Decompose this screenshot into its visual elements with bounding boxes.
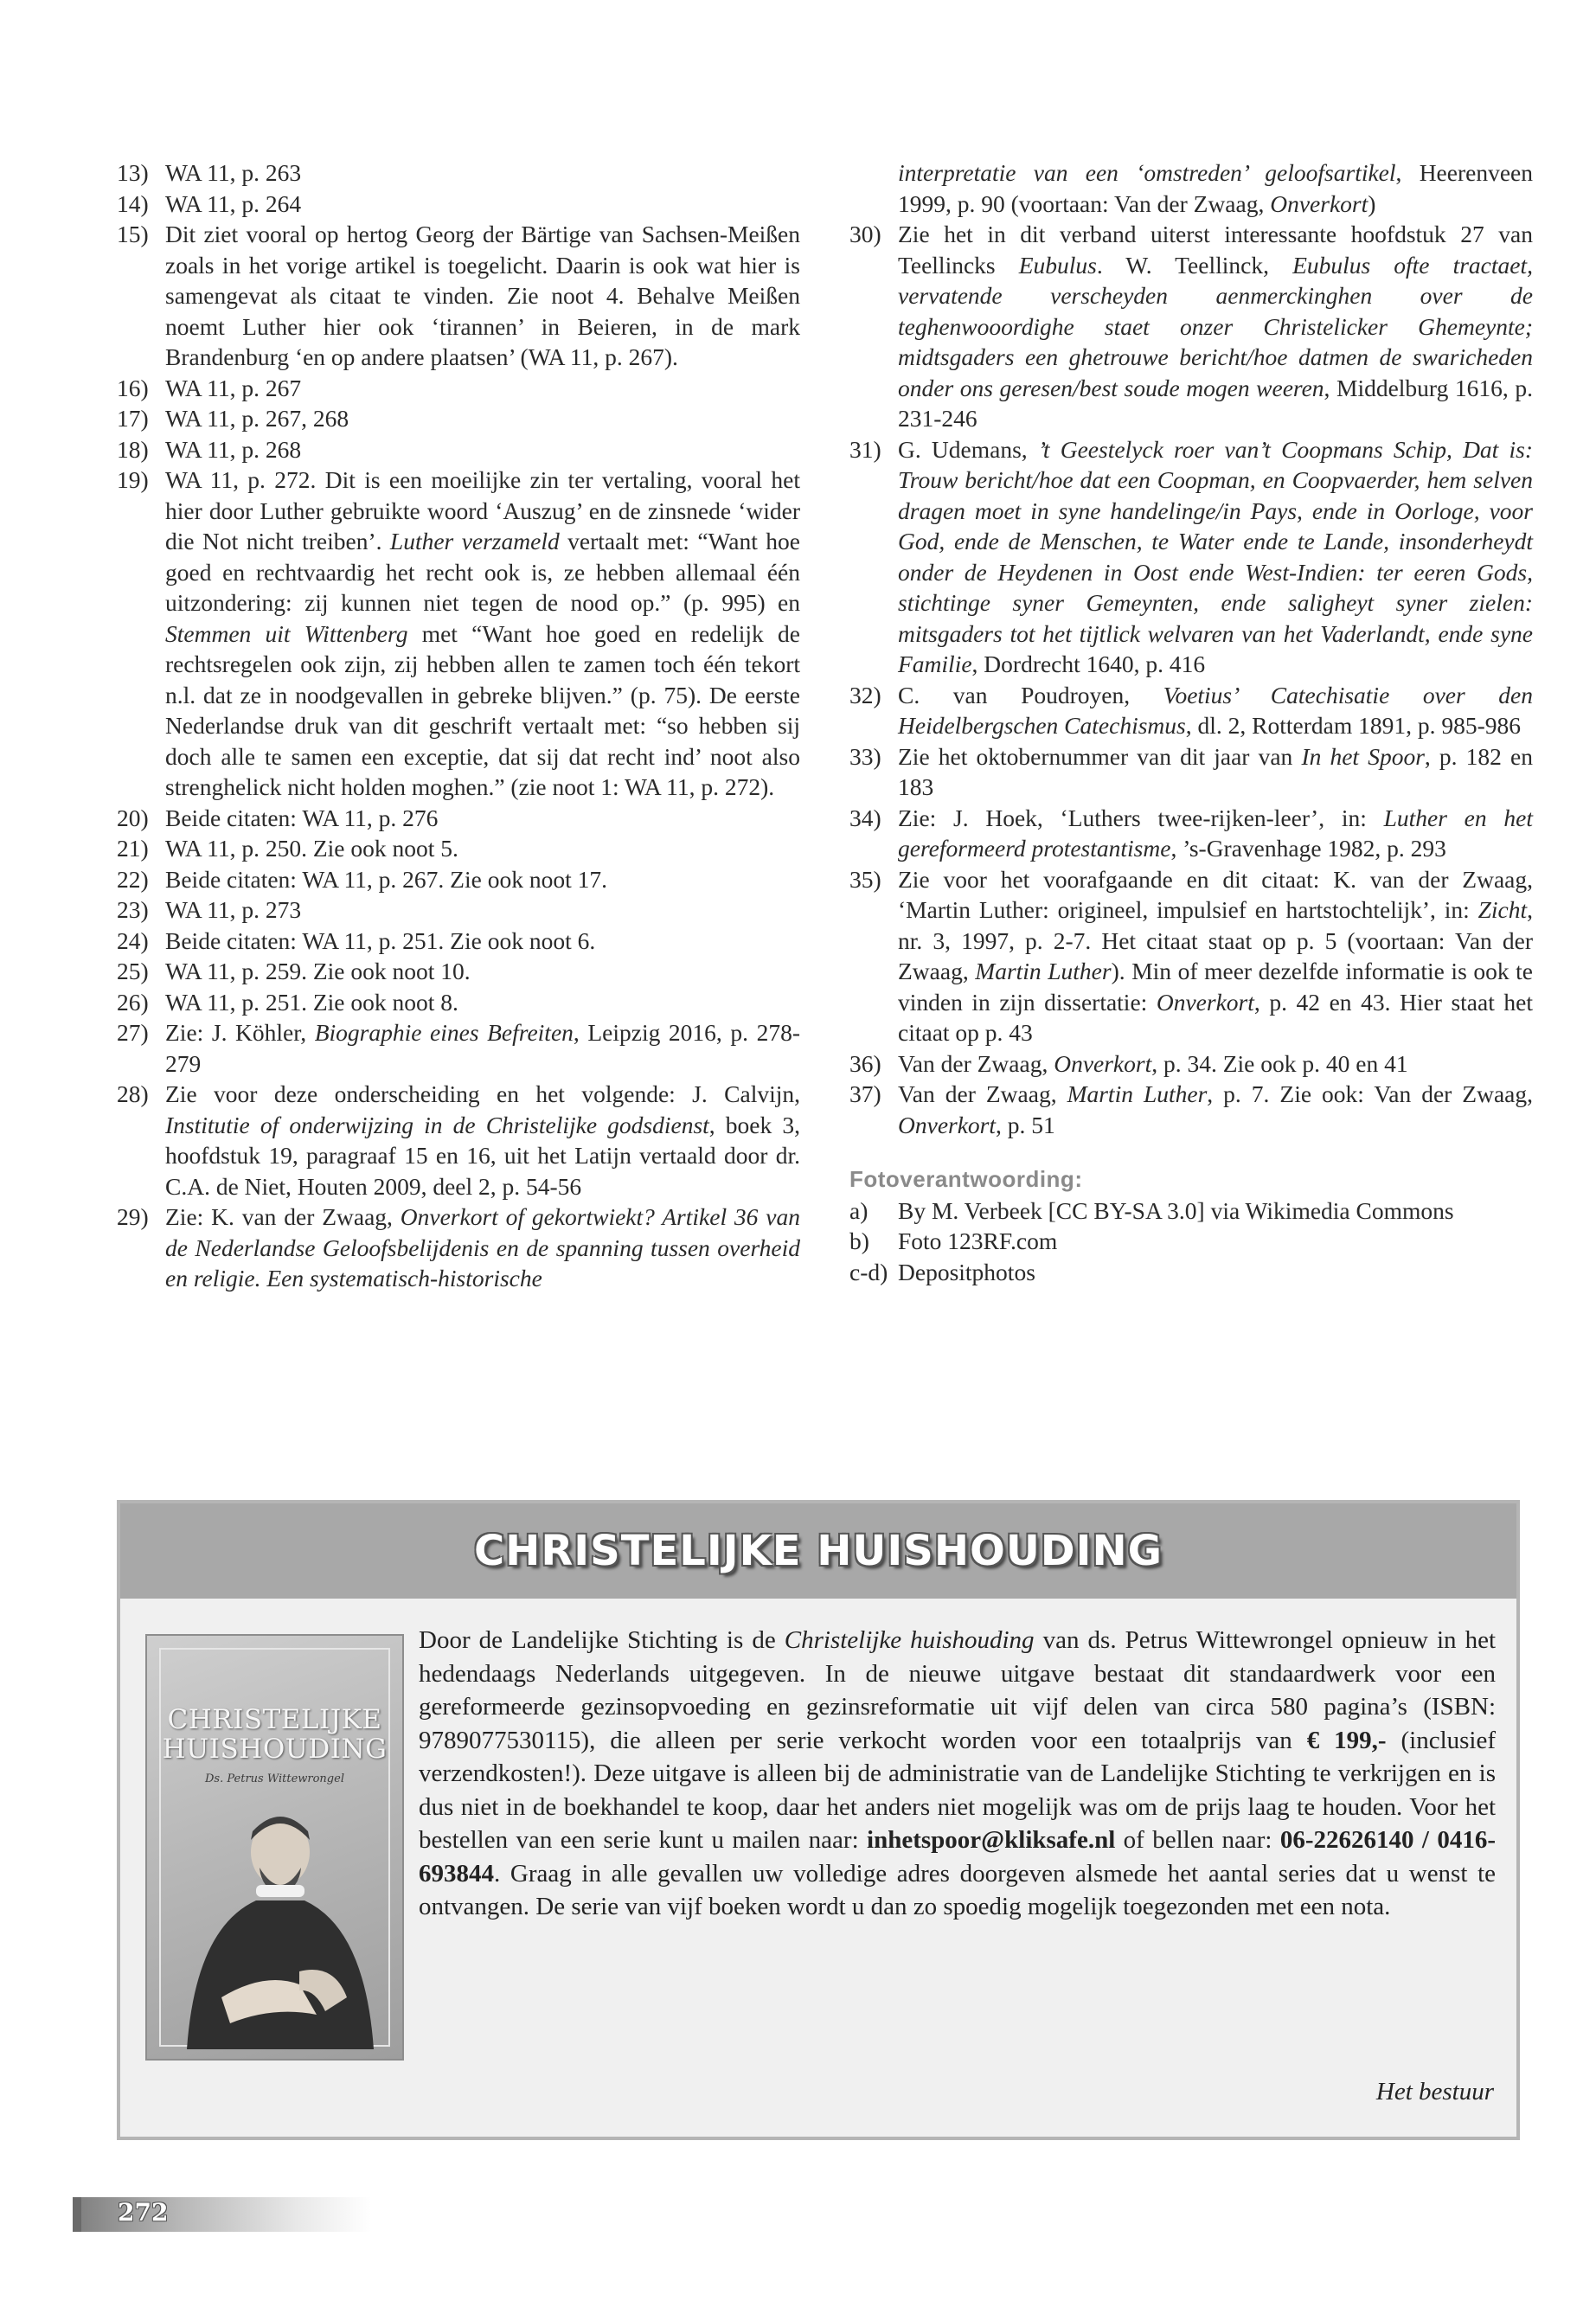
text-run: met “Want hoe goed en redelijk de rechtsregelen ook zijn, zij hebben allen te zamen toch één tekort n.l. dat ze in noodgevallen in gebreke blijven.” (p. 75). De eerste Nederlandse druk van dit geschrift vertaalt met: “so hebben sij doch alle te samen een exceptie, dat sij dat recht ind’ noot also strenghelick nicht holden moghen.” (zie noot 1: WA 11, p. 272). [165,619,800,800]
announcement-text [419,1624,1496,1924]
photo-credit-text: Depositphotos [898,1258,1035,1285]
italic-text: Eubulus ofte tractaet, vervatende verscheyden aenmerckinghen over de teghenwooordighe staet onzer Christelicker Ghemeynte; midtsgaders een ghetrouwe bericht/hoe datmen de swaricheden onder ons geresen/best soude mogen weeren [898,251,1534,401]
footnote-number [849,157,898,219]
footnote [849,864,1533,1048]
footnote-number: 28) [117,1080,149,1107]
footnote-text [165,1017,800,1079]
text-run: , p. 34. Zie ook p. 40 en 41 [1151,1049,1408,1077]
footnote [117,1017,800,1079]
footnote [117,987,800,1018]
italic-text: In het Spoor [1301,742,1425,770]
footnote-text [898,680,1533,741]
footnote-text [165,833,800,864]
footnote-text [898,1048,1533,1080]
italic-text: Luther en het gereformeerd protestantisme [898,804,1533,862]
footnote-text [165,403,800,434]
text-run: , Heerenveen 1999, p. 90 (voortaan: Van der Zwaag, [898,159,1533,217]
footnote-number: 20) [117,804,149,831]
footnote-text [165,1202,800,1294]
book-cover-author: Ds. Petrus Wittewrongel [205,1772,344,1785]
footnote-text [165,864,800,895]
text-run: WA 11, p. 272. Dit is een moeilijke zin ter vertaling, vooral het hier door Luther gebruikte woord ‘Auszug’ en de zinsnede ‘wider die Not nicht treiben’. [165,466,800,554]
text-run: Zie het oktobernummer van dit jaar van [898,742,1302,770]
footnote-text [898,157,1533,219]
footnote-number: 36) [849,1049,881,1077]
page-number: 272 [118,2198,169,2227]
bold-text: 06-22626140 / 0416-693844 [419,1826,1496,1888]
text-run: of bellen naar: [1115,1826,1280,1854]
footnote-text [165,956,800,987]
footnote [117,803,800,834]
footnote [117,465,800,803]
footnote-text [165,1079,800,1202]
text-run: Van der Zwaag, [898,1080,1067,1107]
text-run: ). Min of meer dezelfde informatie is ook te vinden in zijn dissertatie: [898,958,1534,1016]
text-run: , p. 42 en 43. Hier staat het citaat op p. 43 [898,988,1534,1046]
photo-credit-item [849,1257,1533,1288]
footnote [849,741,1533,803]
text-run: , dl. 2, Rotterdam 1891, p. 985-986 [1185,712,1521,739]
footnote-number: 13) [117,159,149,186]
footnote [117,1079,800,1202]
text-run: Van der Zwaag, [898,1049,1054,1077]
footnote [849,1079,1533,1140]
text-run: WA 11, p. 267 [165,374,302,401]
text-run: , p. 51 [996,1111,1055,1138]
text-run: Zie: K. van der Zwaag, [165,1203,401,1230]
footnote [117,894,800,926]
footnote-text [165,189,800,220]
footnotes-right-list [849,157,1533,1140]
photo-credit-label: c-d) [849,1258,888,1285]
footnote-text [898,1079,1533,1140]
book-cover-image [145,1634,404,2061]
text-run: , nr. 3, 1997, p. 2-7. Het citaat staat op p. 5 (voortaan: Van der Zwaag, [898,896,1533,984]
footnotes-left-column [117,157,800,1294]
announcement-signature: Het bestuur [1375,2078,1494,2106]
text-run: , p. 7. Zie ook: Van der Zwaag, [1207,1080,1533,1107]
italic-text: Voetius’ Catechisatie over den Heidelbergschen Catechismus [898,681,1533,739]
text-run: Zie: J. Hoek, ‘Luthers twee-rijken-leer’, in: [898,804,1384,831]
footnote [117,157,800,189]
text-run: WA 11, p. 263 [165,159,302,186]
italic-text: Onverkort [898,1111,997,1138]
footnote-number: 34) [849,804,881,831]
footnote-text [165,157,800,189]
book-cover-title-line1: CHRISTELIJKE [167,1704,382,1735]
portrait-illustration [170,1798,383,2049]
footnote-text [898,741,1533,803]
italic-text: Biographie eines Befreiten [314,1019,574,1046]
italic-text: Onverkort [1156,988,1254,1016]
footnote-text [165,894,800,926]
footnote-number: 31) [849,435,881,463]
footnotes-right-column [849,157,1533,1287]
footnote-number: 21) [117,835,149,862]
footnote-number: 23) [117,896,149,923]
footnote [117,833,800,864]
footnote-number: 26) [117,988,149,1016]
text-run: Door de Landelijke Stichting is de [419,1626,785,1654]
text-run: Beide citaten: WA 11, p. 267. Zie ook noot 17. [165,865,607,893]
footnote-text [898,434,1533,680]
photo-credit-text: By M. Verbeek [CC BY-SA 3.0] via Wikimedia Commons [898,1196,1454,1224]
photo-credit-item [849,1226,1533,1257]
footnote [849,157,1533,219]
italic-text: ’t Geestelyck roer van’t Coopmans Schip, Dat is: Trouw bericht/hoe dat een Coopman, en Coopvaerder, hem selven dragen moet in syne handelinge/in Pays, ende in Oorloge, voor God, ende de Menschen, te Water ende te Lande, insonderheydt onder de Heydenen in Oost ende West-Indien: ter eeren Gods, stichtinge syner Gemeynten, ende saligheyt syner zielen: mitsgaders tot het tijtlick welvaren van het Vaderlandt, ende syne Familie [898,435,1533,677]
footnote [849,434,1533,680]
footnote [117,403,800,434]
footnote-number: 17) [117,405,149,432]
book-cover-title [147,1705,402,1764]
text-run: Dit ziet vooral op hertog Georg der Bärtige van Sachsen-Meißen zoals in het vorige artikel is toegelicht. Daarin is ook wat hier is samengevat als citaat te vinden. Zie noot 4. Behalve Meißen noemt Luther hier ook ‘tirannen’ in Beieren, in de mark Brandenburg ‘en op andere plaatsen’ (WA 11, p. 267). [165,221,800,370]
footnote [117,434,800,465]
text-run: WA 11, p. 264 [165,189,302,217]
text-run: C. van Poudroyen, [898,681,1163,708]
footnote-text [898,219,1533,434]
photo-credit-label: a) [849,1196,869,1224]
footnote-number: 14) [117,189,149,217]
italic-text: Luther verzameld [389,528,560,554]
text-run: WA 11, p. 251. Zie ook noot 8. [165,988,458,1016]
footnote [849,680,1533,741]
text-run: WA 11, p. 259. Zie ook noot 10. [165,958,471,984]
footnote-number: 30) [849,221,881,247]
italic-text: Christelijke huishouding [784,1626,1035,1654]
italic-text: Onverkort of gekortwiekt? Artikel 36 van de Nederlandse Geloofsbelijdenis en de spanning tussen overheid en religie. Een systematisch-historische [165,1203,800,1292]
text-run: WA 11, p. 250. Zie ook noot 5. [165,835,458,862]
footnote [117,926,800,957]
announcement-header [120,1503,1516,1599]
footnote [117,373,800,404]
bold-text: € 199,- [1306,1726,1387,1754]
footnote-number: 22) [117,865,149,893]
text-run: . W. Teellinck, [1096,251,1293,279]
photo-credits-list [849,1195,1533,1288]
text-run: Beide citaten: WA 11, p. 276 [165,804,439,831]
footnote [117,956,800,987]
announcement-box [117,1500,1520,2140]
bold-text: inhetspoor@kliksafe.nl [867,1826,1116,1854]
text-run: , boek 3, hoofdstuk 19, paragraaf 15 en 16, uit het Latijn vertaald door dr. C.A. de Niet, Houten 2009, deel 2, p. 54-56 [165,1111,800,1200]
footnote [117,864,800,895]
announcement-title: CHRISTELIJKE HUISHOUDING [473,1527,1163,1575]
footnote-number: 29) [117,1203,149,1230]
photo-credit-label: b) [849,1227,869,1254]
text-run: G. Udemans, [898,435,1038,463]
footnote-number: 27) [117,1019,149,1046]
footnote-number: 37) [849,1080,881,1107]
text-run: WA 11, p. 267, 268 [165,405,349,432]
italic-text: Eubulus [1018,251,1097,279]
footnote [117,219,800,373]
text-run: , p. 182 en 183 [898,742,1533,800]
footnote-text [898,803,1533,864]
footnote-text [165,373,800,404]
footnote-text [165,219,800,373]
text-run: Zie het in dit verband uiterst interessante hoofdstuk 27 van Teellincks [898,221,1533,279]
footnote [849,803,1533,864]
footnote-number: 16) [117,374,149,401]
footnote-text [165,803,800,834]
footnote-number: 19) [117,466,149,493]
footnote-text [165,434,800,465]
photo-credit-item [849,1195,1533,1227]
text-run: (inclusief verzendkosten!). Deze uitgave is alleen bij de administratie van de Landelijke Stichting te verkrijgen en is dus niet in de boekhandel te koop, daar het anders niet mogelijk was om de prijs laag te houden. Voor het bestellen van een serie kunt u mailen naar: [419,1726,1496,1854]
footnote-number: 35) [849,865,881,893]
photo-credits-heading: Fotoverantwoording: [849,1166,1083,1192]
footnote [117,1202,800,1294]
photo-credit-text: Foto 123RF.com [898,1227,1058,1254]
text-run: . Graag in alle gevallen uw volledige adres doorgeven alsmede het aantal series dat u wenst te ontvangen. De serie van vijf boeken wordt u dan zo spoedig mogelijk toegezonden met een nota. [419,1859,1496,1920]
italic-text: Martin Luther [1067,1080,1208,1107]
footnote-text [165,465,800,803]
text-run: , ’s-Gravenhage 1982, p. 293 [1170,835,1446,862]
book-cover-title-line2: HUISHOUDING [162,1734,388,1765]
footnote-number: 25) [117,958,149,984]
text-run: WA 11, p. 273 [165,896,302,923]
footnote-number: 18) [117,435,149,463]
italic-text: Stemmen uit Wittenberg [165,619,408,647]
text-run: Zie voor deze onderscheiding en het volgende: J. Calvijn, [165,1080,800,1107]
text-run: ) [1368,189,1376,217]
footnote-text [898,864,1533,1048]
italic-text: Institutie of onderwijzing in de Christelijke godsdienst [165,1111,709,1138]
footnote [849,1048,1533,1080]
text-run: Beide citaten: WA 11, p. 251. Zie ook noot 6. [165,926,596,954]
footnote-text [165,926,800,957]
text-run: van ds. Petrus Wittewrongel opnieuw in het hedendaags Nederlands uitgegeven. In de nieuwe uitgave bestaat dit standaardwerk voor een gereformeerde gezinsopvoeding en gezinsreformatie uit vijf delen van circa 580 pagina’s (ISBN: 9789077530115), die alleen per serie verkocht worden voor een totaalprijs van [419,1626,1496,1754]
footnote-number: 32) [849,681,881,708]
footnote-number: 15) [117,221,149,247]
text-run: Zie voor het voorafgaande en dit citaat: K. van der Zwaag, ‘Martin Luther: origineel, impulsief en hartstochtelijk’, in: [898,865,1533,923]
italic-text: interpretatie van een ‘omstreden’ geloofsartikel [898,159,1396,186]
footnote [117,189,800,220]
text-run: vertaalt met: “Want hoe goed en rechtvaardig het recht ook is, ze hebben allemaal één uitzondering: zij kunnen niet tegen de nood op.” (p. 995) en [165,528,800,616]
text-run: , Dordrecht 1640, p. 416 [971,651,1206,677]
footnote-number: 33) [849,742,881,770]
footnote-text [165,987,800,1018]
italic-text: Zicht [1477,896,1528,923]
italic-text: Onverkort [1270,189,1368,217]
text-run: , Leipzig 2016, p. 278-279 [165,1019,800,1077]
text-run: WA 11, p. 268 [165,435,302,463]
text-run: Zie: J. Köhler, [165,1019,315,1046]
footnote [849,219,1533,434]
italic-text: Martin Luther [975,958,1112,984]
footnote-number: 24) [117,926,149,954]
italic-text: Onverkort [1054,1049,1152,1077]
text-run: , Middelburg 1616, p. 231-246 [898,374,1533,432]
